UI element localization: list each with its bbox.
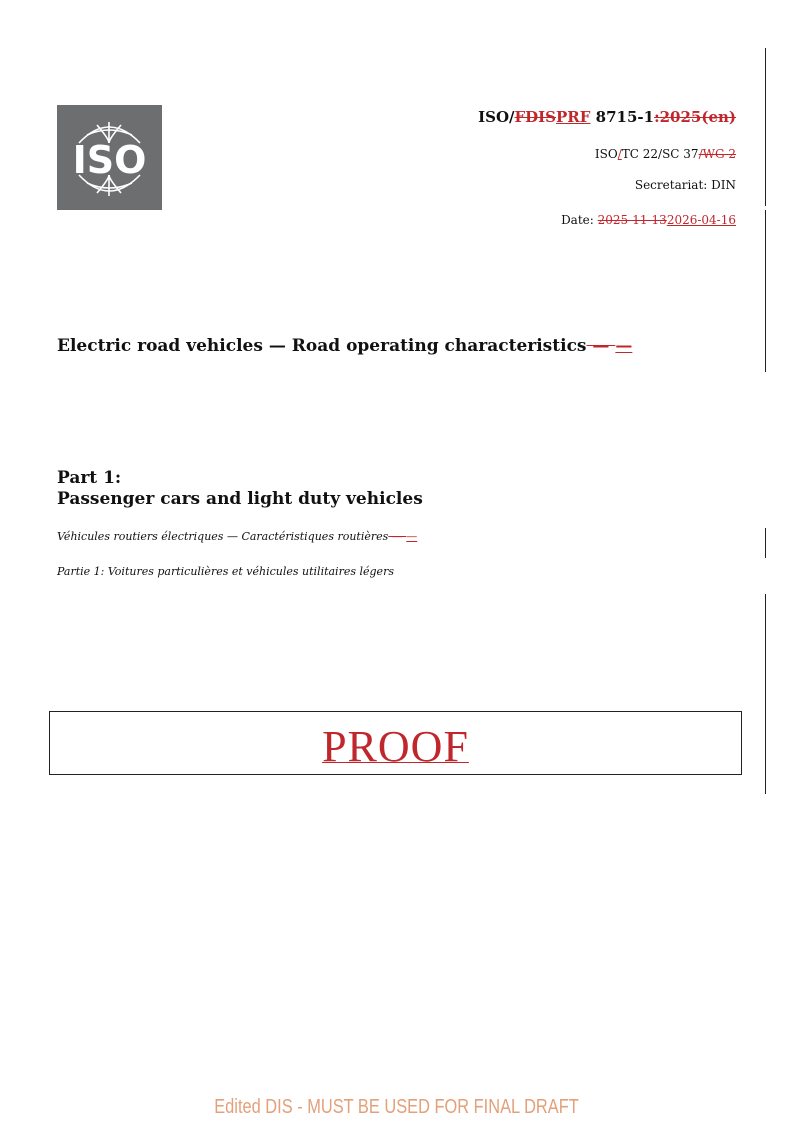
document-reference <box>478 108 736 126</box>
part-label: Part 1: <box>57 468 122 488</box>
proof-box <box>49 711 742 775</box>
inserted-dash: — <box>406 530 418 543</box>
main-title-text: Electric road vehicles — Road operating characteristics <box>57 336 587 356</box>
doc-prefix: ISO/ <box>478 108 515 126</box>
inserted-date: 2026-04-16 <box>666 213 736 227</box>
footer-note: Edited DIS - MUST BE USED FOR FINAL DRAFT <box>214 1096 579 1118</box>
document-date <box>561 213 736 227</box>
logo-text: ISO <box>72 138 147 182</box>
change-bar <box>765 528 766 558</box>
change-bar <box>765 210 766 372</box>
french-title <box>57 530 417 543</box>
committee-prefix: ISO <box>594 147 618 161</box>
french-title-text: Véhicules routiers électriques — Caractéristiques routières <box>57 530 389 543</box>
proof-label: PROOF <box>322 721 469 771</box>
globe-icon <box>57 105 162 210</box>
change-bar <box>765 594 766 794</box>
part-title: Passenger cars and light duty vehicles <box>57 489 423 509</box>
deleted-dash: — <box>586 336 616 356</box>
committee-reference <box>595 147 736 161</box>
deleted-working-group: /WG 2 <box>698 147 736 161</box>
inserted-dash: — <box>615 336 633 356</box>
deleted-stage: FDIS <box>514 108 557 126</box>
date-label: Date: <box>561 213 598 227</box>
french-part-title: Partie 1: Voitures particulières et véhicules utilitaires légers <box>57 565 394 578</box>
committee-body: TC 22/SC 37 <box>621 147 699 161</box>
main-title <box>57 336 632 356</box>
inserted-slash: / <box>617 147 622 161</box>
deleted-date: 2025-11-13 <box>597 213 667 227</box>
deleted-dash: — <box>388 530 407 543</box>
iso-logo <box>57 105 162 210</box>
secretariat: Secretariat: DIN <box>634 178 736 192</box>
change-bar <box>765 48 766 206</box>
deleted-year: :2025(en) <box>654 108 736 126</box>
doc-number: 8715-1 <box>590 108 655 126</box>
inserted-stage: PRF <box>556 108 591 126</box>
